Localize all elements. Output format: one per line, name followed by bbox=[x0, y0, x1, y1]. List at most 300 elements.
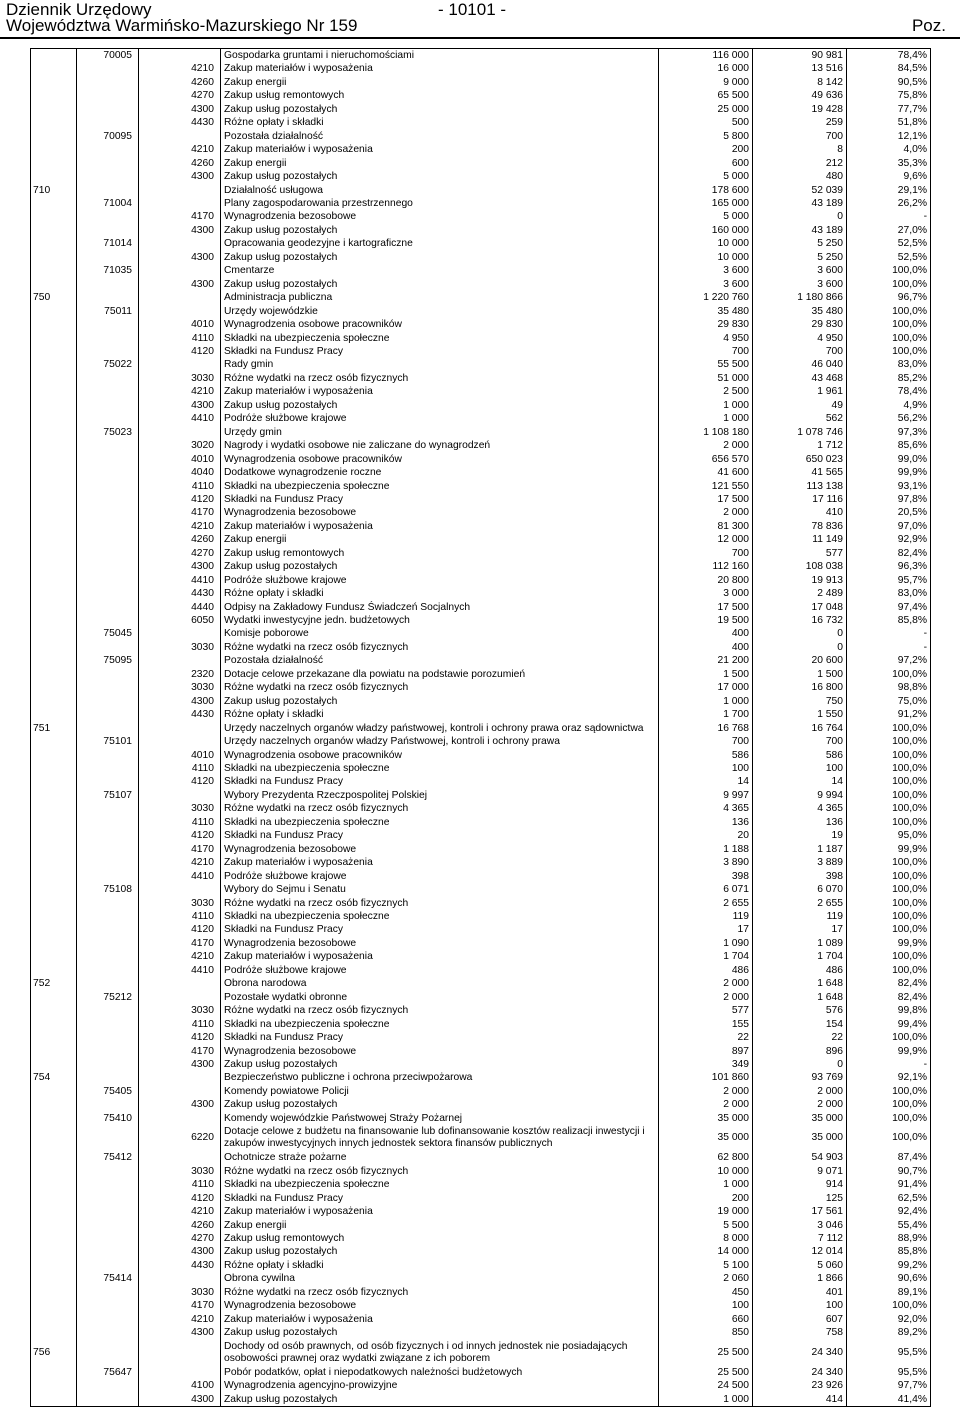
cell-paragraf: 4300 bbox=[139, 1098, 221, 1111]
cell-plan: 3 890 bbox=[659, 856, 753, 869]
cell-wykonanie: 113 138 bbox=[753, 480, 847, 493]
cell-wykonanie: 9 994 bbox=[753, 789, 847, 802]
cell-rozdzial bbox=[77, 1379, 139, 1392]
table-row bbox=[31, 601, 931, 614]
cell-plan: 5 800 bbox=[659, 130, 753, 143]
cell-paragraf: 6050 bbox=[139, 614, 221, 627]
cell-rozdzial bbox=[77, 1205, 139, 1218]
cell-wykonanie: 6 070 bbox=[753, 883, 847, 896]
cell-rozdzial bbox=[77, 614, 139, 627]
cell-name: Dotacje celowe przekazane dla powiatu na podstawie porozumień bbox=[221, 668, 659, 681]
cell-rozdzial bbox=[77, 1245, 139, 1258]
table-row bbox=[31, 1058, 931, 1071]
table-row bbox=[31, 829, 931, 842]
cell-plan: 486 bbox=[659, 964, 753, 977]
cell-dzial bbox=[31, 278, 77, 291]
cell-paragraf: 4300 bbox=[139, 399, 221, 412]
table-row bbox=[31, 466, 931, 479]
cell-dzial bbox=[31, 533, 77, 546]
cell-name: Plany zagospodarowania przestrzennego bbox=[221, 197, 659, 210]
cell-dzial bbox=[31, 708, 77, 721]
cell-paragraf: 4170 bbox=[139, 210, 221, 223]
table-row bbox=[31, 1326, 931, 1339]
cell-rozdzial: 71014 bbox=[77, 237, 139, 250]
cell-percent: 100,0% bbox=[847, 964, 931, 977]
cell-name: Składki na Fundusz Pracy bbox=[221, 829, 659, 842]
cell-percent: 91,2% bbox=[847, 708, 931, 721]
cell-percent: 97,4% bbox=[847, 601, 931, 614]
cell-dzial bbox=[31, 103, 77, 116]
cell-plan: 81 300 bbox=[659, 520, 753, 533]
cell-plan: 4 365 bbox=[659, 802, 753, 815]
cell-rozdzial bbox=[77, 1031, 139, 1044]
cell-wykonanie: 93 769 bbox=[753, 1071, 847, 1084]
cell-name: Różne wydatki na rzecz osób fizycznych bbox=[221, 802, 659, 815]
cell-percent: 98,8% bbox=[847, 681, 931, 694]
cell-dzial bbox=[31, 856, 77, 869]
cell-rozdzial: 71035 bbox=[77, 264, 139, 277]
cell-name: Zakup usług pozostałych bbox=[221, 1245, 659, 1258]
cell-paragraf: 4210 bbox=[139, 856, 221, 869]
cell-name: Zakup energii bbox=[221, 76, 659, 89]
cell-name: Wydatki inwestycyjne jedn. budżetowych bbox=[221, 614, 659, 627]
cell-wykonanie: 3 889 bbox=[753, 856, 847, 869]
cell-percent: 75,0% bbox=[847, 695, 931, 708]
cell-wykonanie: 3 600 bbox=[753, 264, 847, 277]
table-row bbox=[31, 1393, 931, 1407]
cell-rozdzial bbox=[77, 76, 139, 89]
cell-name: Wybory Prezydenta Rzeczpospolitej Polskiej bbox=[221, 789, 659, 802]
cell-rozdzial bbox=[77, 897, 139, 910]
cell-dzial bbox=[31, 453, 77, 466]
cell-paragraf: 4170 bbox=[139, 1299, 221, 1312]
cell-paragraf: 4110 bbox=[139, 1178, 221, 1191]
cell-wykonanie: 700 bbox=[753, 735, 847, 748]
cell-plan: 1 000 bbox=[659, 1393, 753, 1407]
table-row bbox=[31, 614, 931, 627]
table-row bbox=[31, 1085, 931, 1098]
cell-dzial bbox=[31, 1245, 77, 1258]
cell-dzial bbox=[31, 1098, 77, 1111]
cell-plan: 25 500 bbox=[659, 1366, 753, 1379]
cell-paragraf: 4110 bbox=[139, 332, 221, 345]
cell-rozdzial bbox=[77, 870, 139, 883]
cell-paragraf: 3030 bbox=[139, 1004, 221, 1017]
cell-wykonanie: 125 bbox=[753, 1192, 847, 1205]
cell-paragraf bbox=[139, 1340, 221, 1366]
cell-percent: 100,0% bbox=[847, 775, 931, 788]
cell-percent: 91,4% bbox=[847, 1178, 931, 1191]
cell-name: Wynagrodzenia bezosobowe bbox=[221, 937, 659, 950]
cell-plan: 6 071 bbox=[659, 883, 753, 896]
cell-plan: 5 100 bbox=[659, 1259, 753, 1272]
cell-name: Różne opłaty i składki bbox=[221, 587, 659, 600]
cell-percent: 100,0% bbox=[847, 923, 931, 936]
cell-wykonanie: 5 250 bbox=[753, 237, 847, 250]
cell-rozdzial bbox=[77, 1340, 139, 1366]
cell-name: Składki na ubezpieczenia społeczne bbox=[221, 762, 659, 775]
cell-dzial bbox=[31, 62, 77, 75]
cell-rozdzial bbox=[77, 143, 139, 156]
cell-plan: 2 000 bbox=[659, 506, 753, 519]
cell-name: Zakup usług pozostałych bbox=[221, 1058, 659, 1071]
cell-dzial bbox=[31, 170, 77, 183]
table-row bbox=[31, 735, 931, 748]
position-label: Poz. bbox=[911, 16, 946, 35]
cell-rozdzial bbox=[77, 1232, 139, 1245]
cell-dzial: 750 bbox=[31, 291, 77, 304]
cell-dzial bbox=[31, 695, 77, 708]
table-row bbox=[31, 950, 931, 963]
cell-dzial bbox=[31, 1205, 77, 1218]
cell-percent: 100,0% bbox=[847, 870, 931, 883]
cell-rozdzial bbox=[77, 802, 139, 815]
cell-dzial: 710 bbox=[31, 184, 77, 197]
cell-paragraf: 4170 bbox=[139, 506, 221, 519]
table-row bbox=[31, 372, 931, 385]
cell-paragraf: 3030 bbox=[139, 802, 221, 815]
cell-name: Zakup usług remontowych bbox=[221, 547, 659, 560]
cell-plan: 1 704 bbox=[659, 950, 753, 963]
cell-wykonanie: 1 550 bbox=[753, 708, 847, 721]
cell-percent: 99,9% bbox=[847, 1045, 931, 1058]
cell-wykonanie: 49 636 bbox=[753, 89, 847, 102]
cell-name: Różne wydatki na rzecz osób fizycznych bbox=[221, 1286, 659, 1299]
table-row bbox=[31, 1313, 931, 1326]
cell-plan: 100 bbox=[659, 762, 753, 775]
table-row bbox=[31, 533, 931, 546]
cell-paragraf: 4120 bbox=[139, 1031, 221, 1044]
cell-paragraf: 4040 bbox=[139, 466, 221, 479]
cell-plan: 116 000 bbox=[659, 49, 753, 63]
cell-plan: 600 bbox=[659, 157, 753, 170]
cell-name: Pozostałe wydatki obronne bbox=[221, 991, 659, 1004]
cell-dzial bbox=[31, 627, 77, 640]
cell-wykonanie: 0 bbox=[753, 641, 847, 654]
cell-plan: 586 bbox=[659, 749, 753, 762]
cell-percent: 100,0% bbox=[847, 950, 931, 963]
cell-rozdzial: 75107 bbox=[77, 789, 139, 802]
table-row bbox=[31, 1112, 931, 1125]
cell-name: Zakup usług pozostałych bbox=[221, 170, 659, 183]
cell-paragraf: 4430 bbox=[139, 587, 221, 600]
cell-wykonanie: 35 480 bbox=[753, 305, 847, 318]
cell-plan: 17 500 bbox=[659, 601, 753, 614]
cell-wykonanie: 1 866 bbox=[753, 1272, 847, 1285]
cell-percent: 29,1% bbox=[847, 184, 931, 197]
cell-rozdzial bbox=[77, 681, 139, 694]
cell-dzial bbox=[31, 358, 77, 371]
cell-paragraf: 4110 bbox=[139, 762, 221, 775]
cell-plan: 2 060 bbox=[659, 1272, 753, 1285]
cell-paragraf: 4430 bbox=[139, 116, 221, 129]
table-row bbox=[31, 977, 931, 990]
cell-plan: 160 000 bbox=[659, 224, 753, 237]
cell-paragraf: 4210 bbox=[139, 950, 221, 963]
table-row bbox=[31, 843, 931, 856]
cell-percent: 100,0% bbox=[847, 883, 931, 896]
cell-rozdzial bbox=[77, 574, 139, 587]
cell-dzial bbox=[31, 816, 77, 829]
cell-dzial bbox=[31, 116, 77, 129]
cell-rozdzial bbox=[77, 1326, 139, 1339]
cell-dzial bbox=[31, 587, 77, 600]
cell-plan: 51 000 bbox=[659, 372, 753, 385]
table-row bbox=[31, 116, 931, 129]
cell-wykonanie: 1 187 bbox=[753, 843, 847, 856]
cell-paragraf: 4300 bbox=[139, 1393, 221, 1407]
cell-plan: 2 000 bbox=[659, 1098, 753, 1111]
table-row bbox=[31, 587, 931, 600]
cell-percent: 75,8% bbox=[847, 89, 931, 102]
cell-rozdzial: 70005 bbox=[77, 49, 139, 63]
cell-percent: 89,2% bbox=[847, 1326, 931, 1339]
cell-paragraf: 4300 bbox=[139, 1058, 221, 1071]
cell-rozdzial bbox=[77, 385, 139, 398]
cell-name: Podróże służbowe krajowe bbox=[221, 870, 659, 883]
cell-name: Zakup energii bbox=[221, 157, 659, 170]
cell-rozdzial bbox=[77, 1178, 139, 1191]
cell-rozdzial: 71004 bbox=[77, 197, 139, 210]
cell-dzial bbox=[31, 1085, 77, 1098]
cell-percent: 100,0% bbox=[847, 762, 931, 775]
cell-wykonanie: 19 428 bbox=[753, 103, 847, 116]
cell-wykonanie: 20 600 bbox=[753, 654, 847, 667]
cell-rozdzial bbox=[77, 372, 139, 385]
cell-rozdzial bbox=[77, 708, 139, 721]
cell-name: Nagrody i wydatki osobowe nie zaliczane do wynagrodzeń bbox=[221, 439, 659, 452]
cell-wykonanie: 4 365 bbox=[753, 802, 847, 815]
cell-paragraf: 4210 bbox=[139, 1313, 221, 1326]
table-row bbox=[31, 197, 931, 210]
table-row bbox=[31, 385, 931, 398]
table-row bbox=[31, 574, 931, 587]
cell-paragraf bbox=[139, 1151, 221, 1164]
cell-dzial: 754 bbox=[31, 1071, 77, 1084]
cell-percent: 100,0% bbox=[847, 305, 931, 318]
budget-table bbox=[30, 48, 931, 1407]
cell-rozdzial bbox=[77, 775, 139, 788]
cell-wykonanie: 54 903 bbox=[753, 1151, 847, 1164]
cell-name: Wynagrodzenia osobowe pracowników bbox=[221, 749, 659, 762]
cell-paragraf bbox=[139, 358, 221, 371]
cell-rozdzial bbox=[77, 480, 139, 493]
cell-paragraf bbox=[139, 237, 221, 250]
cell-name: Dochody od osób prawnych, od osób fizycznych i od innych jednostek nie posiadających osobowości prawnej oraz wydatki związane z ich poborem bbox=[221, 1340, 659, 1366]
table-row bbox=[31, 870, 931, 883]
cell-rozdzial: 75410 bbox=[77, 1112, 139, 1125]
cell-percent: 89,1% bbox=[847, 1286, 931, 1299]
table-row bbox=[31, 802, 931, 815]
cell-plan: 16 768 bbox=[659, 722, 753, 735]
cell-name: Różne wydatki na rzecz osób fizycznych bbox=[221, 641, 659, 654]
cell-percent: 9,6% bbox=[847, 170, 931, 183]
cell-percent: 100,0% bbox=[847, 856, 931, 869]
table-row bbox=[31, 722, 931, 735]
cell-wykonanie: 0 bbox=[753, 1058, 847, 1071]
cell-plan: 41 600 bbox=[659, 466, 753, 479]
cell-wykonanie: 41 565 bbox=[753, 466, 847, 479]
cell-dzial bbox=[31, 345, 77, 358]
table-row bbox=[31, 1259, 931, 1272]
cell-rozdzial bbox=[77, 533, 139, 546]
cell-dzial bbox=[31, 332, 77, 345]
table-row bbox=[31, 453, 931, 466]
cell-paragraf bbox=[139, 1085, 221, 1098]
cell-wykonanie: 410 bbox=[753, 506, 847, 519]
cell-name: Zakup energii bbox=[221, 533, 659, 546]
cell-wykonanie: 650 023 bbox=[753, 453, 847, 466]
cell-plan: 1 108 180 bbox=[659, 426, 753, 439]
cell-name: Składki na Fundusz Pracy bbox=[221, 345, 659, 358]
cell-percent: 96,7% bbox=[847, 291, 931, 304]
table-row bbox=[31, 991, 931, 1004]
cell-wykonanie: 398 bbox=[753, 870, 847, 883]
cell-percent: 99,9% bbox=[847, 843, 931, 856]
cell-rozdzial: 75045 bbox=[77, 627, 139, 640]
cell-paragraf: 4120 bbox=[139, 493, 221, 506]
cell-dzial: 752 bbox=[31, 977, 77, 990]
cell-name: Wynagrodzenia osobowe pracowników bbox=[221, 453, 659, 466]
table-row bbox=[31, 412, 931, 425]
cell-dzial: 751 bbox=[31, 722, 77, 735]
cell-name: Składki na Fundusz Pracy bbox=[221, 775, 659, 788]
cell-rozdzial bbox=[77, 1259, 139, 1272]
cell-wykonanie: 577 bbox=[753, 547, 847, 560]
cell-name: Komisje poborowe bbox=[221, 627, 659, 640]
cell-dzial bbox=[31, 1299, 77, 1312]
cell-dzial bbox=[31, 520, 77, 533]
cell-wykonanie: 11 149 bbox=[753, 533, 847, 546]
cell-dzial bbox=[31, 1192, 77, 1205]
cell-name: Składki na Fundusz Pracy bbox=[221, 493, 659, 506]
table-row bbox=[31, 964, 931, 977]
cell-name: Urzędy wojewódzkie bbox=[221, 305, 659, 318]
cell-plan: 4 950 bbox=[659, 332, 753, 345]
cell-percent: 100,0% bbox=[847, 1098, 931, 1111]
cell-name: Zakup materiałów i wyposażenia bbox=[221, 856, 659, 869]
cell-dzial bbox=[31, 870, 77, 883]
cell-dzial bbox=[31, 466, 77, 479]
table-row bbox=[31, 170, 931, 183]
cell-wykonanie: 43 189 bbox=[753, 224, 847, 237]
cell-paragraf: 3020 bbox=[139, 439, 221, 452]
cell-plan: 12 000 bbox=[659, 533, 753, 546]
table-row bbox=[31, 1205, 931, 1218]
cell-percent: 52,5% bbox=[847, 237, 931, 250]
cell-dzial bbox=[31, 1259, 77, 1272]
cell-paragraf: 4110 bbox=[139, 816, 221, 829]
table-row bbox=[31, 1286, 931, 1299]
cell-paragraf: 3030 bbox=[139, 897, 221, 910]
table-row bbox=[31, 1004, 931, 1017]
cell-name: Zakup usług pozostałych bbox=[221, 278, 659, 291]
cell-wykonanie: 136 bbox=[753, 816, 847, 829]
cell-paragraf: 3030 bbox=[139, 641, 221, 654]
cell-paragraf bbox=[139, 1112, 221, 1125]
cell-rozdzial bbox=[77, 816, 139, 829]
cell-dzial bbox=[31, 802, 77, 815]
page-header bbox=[0, 0, 960, 36]
cell-dzial bbox=[31, 1219, 77, 1232]
cell-plan: 5 500 bbox=[659, 1219, 753, 1232]
table-row bbox=[31, 237, 931, 250]
cell-dzial bbox=[31, 264, 77, 277]
cell-dzial bbox=[31, 1045, 77, 1058]
cell-rozdzial: 75108 bbox=[77, 883, 139, 896]
cell-percent: - bbox=[847, 641, 931, 654]
table-row bbox=[31, 1219, 931, 1232]
cell-percent: 100,0% bbox=[847, 278, 931, 291]
cell-plan: 55 500 bbox=[659, 358, 753, 371]
cell-plan: 29 830 bbox=[659, 318, 753, 331]
cell-percent: 97,0% bbox=[847, 520, 931, 533]
cell-dzial bbox=[31, 1031, 77, 1044]
cell-plan: 21 200 bbox=[659, 654, 753, 667]
cell-name: Składki na ubezpieczenia społeczne bbox=[221, 480, 659, 493]
cell-paragraf: 4430 bbox=[139, 708, 221, 721]
table-row bbox=[31, 224, 931, 237]
cell-wykonanie: 2 655 bbox=[753, 897, 847, 910]
table-row bbox=[31, 1192, 931, 1205]
cell-wykonanie: 259 bbox=[753, 116, 847, 129]
cell-dzial bbox=[31, 1232, 77, 1245]
cell-name: Wynagrodzenia bezosobowe bbox=[221, 1299, 659, 1312]
cell-percent: 100,0% bbox=[847, 910, 931, 923]
cell-name: Zakup energii bbox=[221, 1219, 659, 1232]
cell-wykonanie: 607 bbox=[753, 1313, 847, 1326]
cell-name: Zakup materiałów i wyposażenia bbox=[221, 62, 659, 75]
table-row bbox=[31, 816, 931, 829]
cell-paragraf: 4270 bbox=[139, 547, 221, 560]
table-row bbox=[31, 708, 931, 721]
cell-plan: 3 000 bbox=[659, 587, 753, 600]
cell-wykonanie: 90 981 bbox=[753, 49, 847, 63]
table-row bbox=[31, 210, 931, 223]
cell-plan: 1 188 bbox=[659, 843, 753, 856]
cell-rozdzial: 75212 bbox=[77, 991, 139, 1004]
cell-plan: 700 bbox=[659, 345, 753, 358]
cell-paragraf: 4100 bbox=[139, 1379, 221, 1392]
cell-percent: 41,4% bbox=[847, 1393, 931, 1407]
cell-dzial bbox=[31, 143, 77, 156]
cell-dzial bbox=[31, 480, 77, 493]
cell-wykonanie: 17 048 bbox=[753, 601, 847, 614]
cell-dzial bbox=[31, 412, 77, 425]
cell-rozdzial bbox=[77, 829, 139, 842]
cell-wykonanie: 24 340 bbox=[753, 1340, 847, 1366]
cell-paragraf: 4210 bbox=[139, 143, 221, 156]
cell-paragraf bbox=[139, 977, 221, 990]
cell-rozdzial bbox=[77, 641, 139, 654]
cell-plan: 165 000 bbox=[659, 197, 753, 210]
cell-name: Zakup materiałów i wyposażenia bbox=[221, 520, 659, 533]
cell-rozdzial bbox=[77, 1286, 139, 1299]
cell-name: Obrona cywilna bbox=[221, 1272, 659, 1285]
cell-plan: 112 160 bbox=[659, 560, 753, 573]
cell-rozdzial bbox=[77, 157, 139, 170]
cell-plan: 1 220 760 bbox=[659, 291, 753, 304]
cell-percent: 99,9% bbox=[847, 937, 931, 950]
cell-paragraf: 4110 bbox=[139, 910, 221, 923]
cell-percent: 83,0% bbox=[847, 358, 931, 371]
cell-wykonanie: 35 000 bbox=[753, 1125, 847, 1151]
cell-plan: 700 bbox=[659, 735, 753, 748]
cell-wykonanie: 3 046 bbox=[753, 1219, 847, 1232]
cell-paragraf bbox=[139, 264, 221, 277]
table-row bbox=[31, 251, 931, 264]
cell-name: Zakup usług remontowych bbox=[221, 89, 659, 102]
